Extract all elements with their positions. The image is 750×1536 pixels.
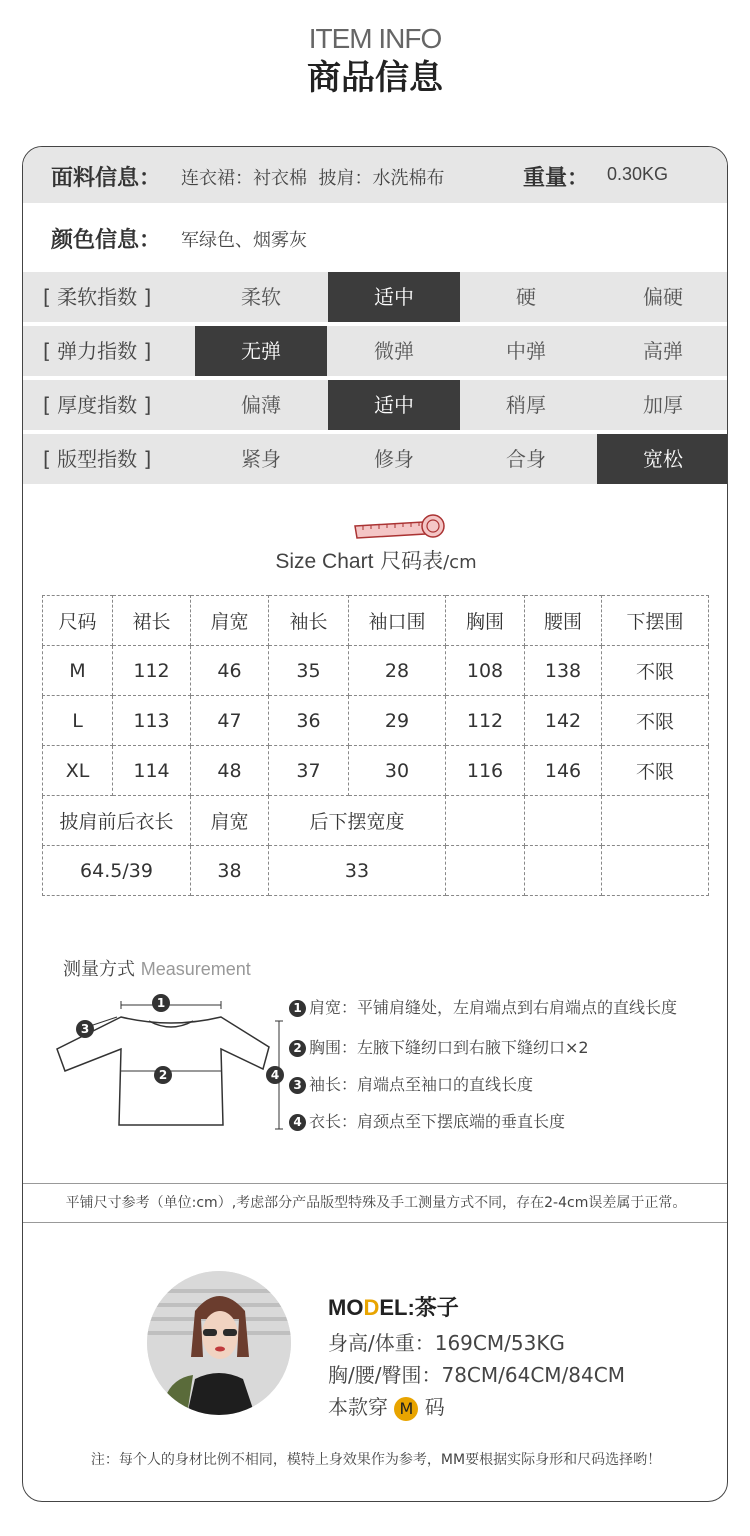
table-cell: 腰围 bbox=[525, 596, 602, 646]
table-cell: 64.5/39 bbox=[43, 846, 191, 896]
table-cell: 不限 bbox=[602, 696, 709, 746]
measurement-number-icon: 3 bbox=[289, 1077, 306, 1094]
index-row bbox=[23, 434, 728, 484]
table-cell: 肩宽 bbox=[191, 796, 269, 846]
section-header bbox=[0, 22, 750, 100]
table-cell: M bbox=[43, 646, 113, 696]
table-cell: 不限 bbox=[602, 746, 709, 796]
measurement-number-icon: 4 bbox=[289, 1114, 306, 1131]
size-chart-title-en: Size Chart bbox=[275, 550, 374, 573]
table-row bbox=[43, 646, 709, 696]
table-cell: 138 bbox=[525, 646, 602, 696]
table-cell: 112 bbox=[446, 696, 525, 746]
index-option: 偏硬 bbox=[643, 285, 683, 309]
table-cell: 袖长 bbox=[269, 596, 349, 646]
index-option: 紧身 bbox=[241, 447, 281, 471]
shirt-diagram-icon bbox=[51, 987, 291, 1137]
measuring-tape-icon bbox=[353, 512, 449, 548]
table-cell: L bbox=[43, 696, 113, 746]
table-cell: 47 bbox=[191, 696, 269, 746]
info-card bbox=[22, 146, 728, 1502]
measurement-note: 平铺尺寸参考（单位:cm）,考虑部分产品版型特殊及手工测量方式不同，存在2-4cm误差属于正常。 bbox=[23, 1183, 728, 1223]
index-row bbox=[23, 272, 728, 322]
table-cell: 后下摆宽度 bbox=[269, 796, 446, 846]
table-cell: 尺码 bbox=[43, 596, 113, 646]
index-name: [ 版型指数 ] bbox=[43, 447, 152, 471]
table-cell: 46 bbox=[191, 646, 269, 696]
index-option: 微弹 bbox=[374, 339, 414, 363]
table-cell: 48 bbox=[191, 746, 269, 796]
table-cell: 108 bbox=[446, 646, 525, 696]
table-row bbox=[43, 796, 709, 846]
index-option: 高弹 bbox=[643, 339, 683, 363]
measurement-text: 袖长：肩端点至袖口的直线长度 bbox=[309, 1075, 534, 1094]
index-name: [ 厚度指数 ] bbox=[43, 393, 152, 417]
footer-note: 注：每个人的身材比例不相同，模特上身效果作为参考，MM要根据实际身形和尺码选择哟！ bbox=[90, 1452, 662, 1468]
wear-text-b: 码 bbox=[424, 1395, 445, 1419]
table-cell bbox=[602, 846, 709, 896]
index-option: 中弹 bbox=[506, 339, 546, 363]
model-title-b: D bbox=[363, 1295, 380, 1320]
table-cell bbox=[446, 796, 525, 846]
size-chart-unit: /cm bbox=[443, 552, 477, 573]
table-cell: 29 bbox=[349, 696, 446, 746]
table-cell: 不限 bbox=[602, 646, 709, 696]
table-cell: 30 bbox=[349, 746, 446, 796]
measurement-title bbox=[63, 955, 251, 981]
table-cell: 下摆围 bbox=[602, 596, 709, 646]
header-en: ITEM INFO bbox=[308, 23, 442, 54]
index-option: 无弹 bbox=[195, 326, 327, 376]
diagram-label-3: 3 bbox=[80, 1022, 90, 1036]
table-cell: 116 bbox=[446, 746, 525, 796]
index-option: 宽松 bbox=[597, 434, 728, 484]
fabric-row bbox=[23, 147, 728, 203]
index-option: 适中 bbox=[328, 272, 460, 322]
measurement-number-icon: 2 bbox=[289, 1040, 306, 1057]
table-cell: 37 bbox=[269, 746, 349, 796]
measurement-item bbox=[289, 1072, 533, 1095]
model-title-a: MO bbox=[328, 1295, 364, 1320]
table-cell: 33 bbox=[269, 846, 446, 896]
table-row bbox=[43, 696, 709, 746]
index-option: 合身 bbox=[506, 447, 546, 471]
index-row bbox=[23, 326, 728, 376]
table-cell: 112 bbox=[113, 646, 191, 696]
measurement-item bbox=[289, 995, 677, 1018]
table-cell bbox=[525, 846, 602, 896]
table-cell: 146 bbox=[525, 746, 602, 796]
color-value: 军绿色、烟雾灰 bbox=[181, 230, 307, 251]
measurement-number-icon: 1 bbox=[289, 1000, 306, 1017]
index-name: [ 柔软指数 ] bbox=[43, 285, 152, 309]
weight-value: 0.30KG bbox=[607, 164, 669, 184]
measurement-title-en: Measurement bbox=[140, 959, 251, 979]
diagram-label-2: 2 bbox=[158, 1068, 168, 1082]
fabric-value: 连衣裙：衬衣棉 披肩：水洗棉布 bbox=[181, 168, 445, 189]
size-table bbox=[42, 595, 709, 896]
table-cell: 142 bbox=[525, 696, 602, 746]
measurement-text: 肩宽：平铺肩缝处，左肩端点到右肩端点的直线长度 bbox=[309, 998, 678, 1017]
index-option: 稍厚 bbox=[506, 393, 546, 417]
header-cn: 商品信息 bbox=[307, 58, 443, 98]
table-cell bbox=[446, 846, 525, 896]
table-cell: 114 bbox=[113, 746, 191, 796]
table-row bbox=[43, 746, 709, 796]
table-row bbox=[43, 846, 709, 896]
table-cell: 袖口围 bbox=[349, 596, 446, 646]
measurement-item bbox=[289, 1035, 589, 1058]
table-row bbox=[43, 596, 709, 646]
model-wear-size bbox=[328, 1391, 445, 1421]
size-chart-title-cn: 尺码表 bbox=[380, 549, 444, 573]
measurement-text: 胸围：左腋下缝纫口到右腋下缝纫口×2 bbox=[309, 1038, 589, 1057]
fabric-label: 面料信息： bbox=[51, 166, 162, 191]
table-cell: 胸围 bbox=[446, 596, 525, 646]
table-cell: 披肩前后衣长 bbox=[43, 796, 191, 846]
model-avatar bbox=[147, 1271, 291, 1415]
wear-text-a: 本款穿 bbox=[328, 1395, 388, 1419]
table-cell bbox=[525, 796, 602, 846]
measurement-item bbox=[289, 1109, 565, 1132]
table-cell: 裙长 bbox=[113, 596, 191, 646]
table-cell: 36 bbox=[269, 696, 349, 746]
diagram-label-4: 4 bbox=[270, 1068, 280, 1082]
table-cell: 35 bbox=[269, 646, 349, 696]
model-title bbox=[328, 1291, 459, 1322]
table-cell: XL bbox=[43, 746, 113, 796]
model-height-weight: 身高/体重：169CM/53KG bbox=[328, 1331, 565, 1355]
diagram-label-1: 1 bbox=[156, 996, 166, 1010]
index-option: 适中 bbox=[328, 380, 460, 430]
table-cell bbox=[602, 796, 709, 846]
color-label: 颜色信息： bbox=[51, 228, 162, 253]
index-option: 偏薄 bbox=[241, 393, 281, 417]
model-title-c: EL: bbox=[379, 1295, 415, 1320]
index-name: [ 弹力指数 ] bbox=[43, 339, 152, 363]
index-option: 柔软 bbox=[241, 285, 281, 309]
index-option: 硬 bbox=[516, 285, 536, 309]
table-cell: 28 bbox=[349, 646, 446, 696]
wear-size-badge: M bbox=[394, 1397, 418, 1421]
index-row bbox=[23, 380, 728, 430]
index-option: 加厚 bbox=[643, 393, 683, 417]
model-name: 茶子 bbox=[414, 1296, 459, 1321]
weight-label: 重量： bbox=[523, 166, 590, 191]
table-cell: 38 bbox=[191, 846, 269, 896]
model-measurements: 胸/腰/臀围：78CM/64CM/84CM bbox=[328, 1363, 625, 1387]
measurement-title-cn: 测量方式 bbox=[63, 959, 135, 980]
size-chart-title bbox=[23, 545, 728, 575]
index-option: 修身 bbox=[374, 447, 414, 471]
measurement-text: 衣长：肩颈点至下摆底端的垂直长度 bbox=[309, 1112, 566, 1131]
table-cell: 113 bbox=[113, 696, 191, 746]
table-cell: 肩宽 bbox=[191, 596, 269, 646]
